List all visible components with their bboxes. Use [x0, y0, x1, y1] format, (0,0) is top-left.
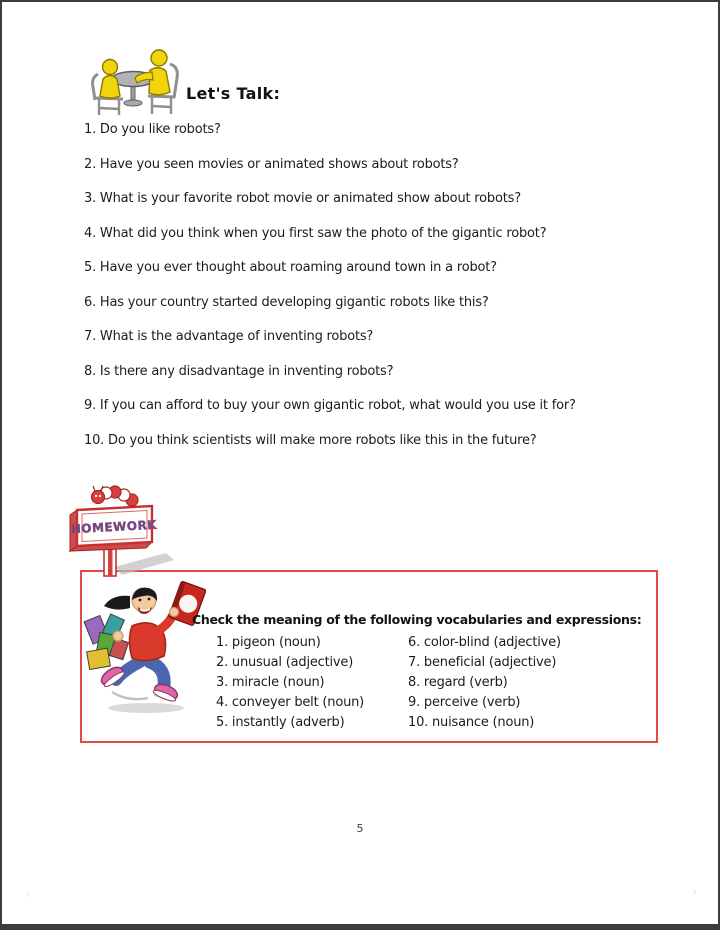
vocabulary-box	[80, 570, 658, 743]
vocabulary-heading: Check the meaning of the following vocabularies and expressions:	[192, 612, 642, 627]
question-item: 4. What did you think when you first saw the photo of the gigantic robot?	[84, 225, 547, 241]
prev-page-icon[interactable]: ‹	[26, 887, 31, 901]
homework-sign-icon	[62, 483, 188, 579]
vocab-item: 1. pigeon (noun)	[216, 635, 321, 650]
vocab-item: 8. regard (verb)	[408, 675, 508, 690]
discussion-questions-list	[84, 123, 660, 468]
question-item: 8. Is there any disadvantage in inventing robots?	[84, 363, 394, 379]
running-student-icon	[82, 574, 216, 720]
talking-figures-at-table-icon	[86, 46, 182, 122]
question-item: 6. Has your country started developing gigantic robots like this?	[84, 294, 489, 310]
vocab-item: 2. unusual (adjective)	[216, 655, 354, 670]
homework-sign-label: HOMEWORK	[70, 517, 158, 537]
vocab-item: 5. instantly (adverb)	[216, 715, 345, 730]
vocab-item: 3. miracle (noun)	[216, 675, 325, 690]
vocab-item: 7. beneficial (adjective)	[408, 655, 557, 670]
vocab-item: 6. color-blind (adjective)	[408, 635, 561, 650]
vocab-item: 10. nuisance (noun)	[408, 715, 535, 730]
vocabulary-column-1	[216, 633, 408, 733]
next-page-icon[interactable]: ›	[692, 885, 697, 899]
question-item: 2. Have you seen movies or animated shows about robots?	[84, 156, 459, 172]
question-item: 5. Have you ever thought about roaming around town in a robot?	[84, 260, 497, 275]
vocabulary-lists	[216, 633, 561, 733]
question-item: 9. If you can afford to buy your own gigantic robot, what would you use it for?	[84, 398, 576, 413]
question-item: 1. Do you like robots?	[84, 122, 221, 137]
question-item: 10. Do you think scientists will make more robots like this in the future?	[84, 432, 537, 448]
question-item: 7. What is the advantage of inventing robots?	[84, 329, 374, 344]
vocab-item: 9. perceive (verb)	[408, 695, 521, 710]
page-number: 5	[356, 822, 364, 835]
vocab-item: 4. conveyer belt (noun)	[216, 695, 365, 710]
vocabulary-column-2	[408, 633, 561, 733]
question-item: 3. What is your favorite robot movie or animated show about robots?	[84, 191, 521, 206]
section-title-lets-talk: Let's Talk:	[186, 84, 281, 103]
